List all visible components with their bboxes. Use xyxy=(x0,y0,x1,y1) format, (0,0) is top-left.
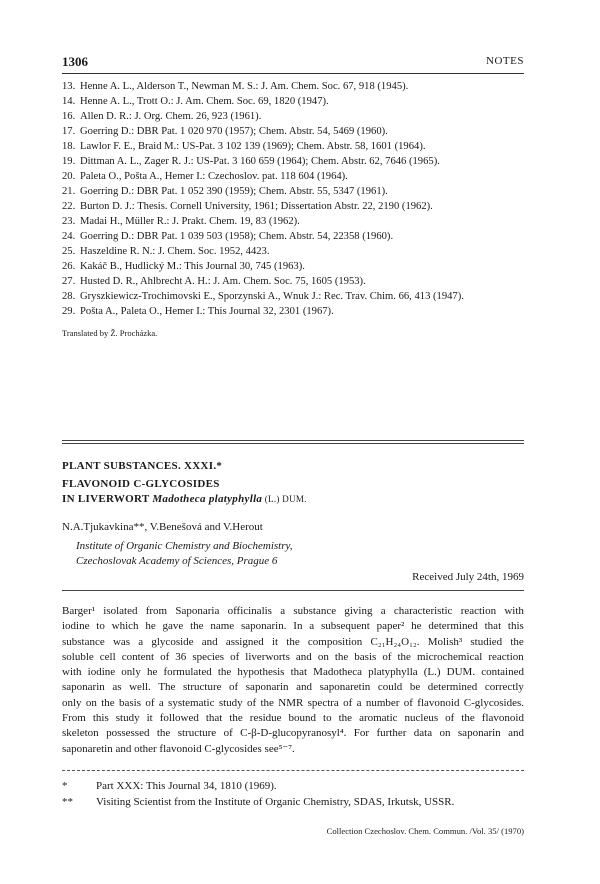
body-line: soluble cell content of 36 species of liverworts and on the basis of the microchemical reaction xyxy=(62,650,524,663)
body-line: saponarin as well. The structure of saponarin and saponaretin could be determined correctly xyxy=(62,681,524,694)
footnote-1 xyxy=(62,780,277,792)
reference-item xyxy=(62,184,524,199)
reference-text: Goerring D.: DBR Pat. 1 020 970 (1957); Chem. Abstr. 54, 5469 (1960). xyxy=(80,126,388,137)
page-number: 1306 xyxy=(62,54,88,69)
footnote-text: Part XXX: This Journal 34, 1810 (1969). xyxy=(96,780,277,792)
reference-item xyxy=(62,244,524,259)
reference-number: 17. xyxy=(62,126,76,137)
section-name: NOTES xyxy=(486,55,524,67)
reference-number: 22. xyxy=(62,201,76,212)
reference-text: Husted D. R., Ahlbrecht A. H.: J. Am. Chem. Soc. 75, 1605 (1953). xyxy=(80,276,366,287)
article-title-line1: FLAVONOID C-GLYCOSIDES xyxy=(62,478,220,490)
reference-number: 13. xyxy=(62,81,76,92)
running-header xyxy=(62,54,524,70)
reference-text: Pošta A., Paleta O., Hemer I.: This Journal 32, 2301 (1967). xyxy=(80,306,334,317)
abstract-rule xyxy=(62,590,524,591)
reference-item xyxy=(62,154,524,169)
body-line: From this study it followed that the residue bound to the aromatic nucleus of the flavonoid xyxy=(62,712,524,725)
article-series-title: PLANT SUBSTANCES. XXXI.* xyxy=(62,460,223,472)
reference-number: 19. xyxy=(62,156,76,167)
reference-item xyxy=(62,274,524,289)
body-line: skeleton possessed the structure of C-β-D-glucopyranosyl⁴. For further data on saponarin and xyxy=(62,727,524,740)
reference-item xyxy=(62,259,524,274)
affiliation-line1: Institute of Organic Chemistry and Biochemistry, xyxy=(76,540,293,552)
reference-item xyxy=(62,304,524,319)
received-date: Received July 24th, 1969 xyxy=(412,571,524,583)
footnote-rule xyxy=(62,770,524,771)
article-title-line2 xyxy=(62,493,307,505)
article-separator-rule-2 xyxy=(62,443,524,444)
reference-number: 14. xyxy=(62,96,76,107)
reference-number: 24. xyxy=(62,231,76,242)
reference-number: 27. xyxy=(62,276,76,287)
reference-text: Goerring D.: DBR Pat. 1 039 503 (1958); Chem. Abstr. 54, 22358 (1960). xyxy=(80,231,394,242)
footnote-text: Visiting Scientist from the Institute of Organic Chemistry, SDAS, Irkutsk, USSR. xyxy=(96,796,455,808)
reference-item xyxy=(62,124,524,139)
footnote-mark: ** xyxy=(62,796,73,808)
reference-list xyxy=(62,79,524,319)
reference-number: 26. xyxy=(62,261,76,272)
body-line: Barger¹ isolated from Saponaria officinalis a substance giving a characteristic reaction with xyxy=(62,605,524,617)
reference-number: 25. xyxy=(62,246,76,257)
reference-item xyxy=(62,109,524,124)
article-body xyxy=(62,604,524,757)
reference-number: 18. xyxy=(62,141,76,152)
body-line: only on the basis of a systematic study of the NMR spectra of a number of flavonoid C-glycosides. xyxy=(62,696,524,709)
species-author: (L.) DUM. xyxy=(262,494,307,504)
journal-footer: Collection Czechoslov. Chem. Commun. /Vol. 35/ (1970) xyxy=(326,826,524,836)
article-authors: N.A.Tjukavkina**, V.Benešová and V.Herout xyxy=(62,521,263,533)
reference-number: 29. xyxy=(62,306,76,317)
reference-item xyxy=(62,94,524,109)
reference-number: 28. xyxy=(62,291,76,302)
reference-item xyxy=(62,214,524,229)
reference-text: Henne A. L., Alderson T., Newman M. S.: J. Am. Chem. Soc. 67, 918 (1945). xyxy=(80,81,409,92)
reference-text: Burton D. J.: Thesis. Cornell University, 1961; Dissertation Abstr. 22, 2190 (1962). xyxy=(80,201,433,212)
reference-text: Kakáč B., Hudlický M.: This Journal 30, 745 (1963). xyxy=(80,261,305,272)
reference-number: 21. xyxy=(62,186,76,197)
reference-text: Paleta O., Pošta A., Hemer I.: Czechoslov. pat. 118 604 (1964). xyxy=(80,171,348,182)
reference-text: Gryszkiewicz-Trochimovski E., Sporzynski A., Wnuk J.: Rec. Trav. Chim. 66, 413 (1947). xyxy=(80,291,464,302)
reference-item xyxy=(62,169,524,184)
reference-text: Goerring D.: DBR Pat. 1 052 390 (1959); Chem. Abstr. 55, 5347 (1961). xyxy=(80,186,388,197)
reference-text: Lawlor F. E., Braid M.: US-Pat. 3 102 139 (1969); Chem. Abstr. 58, 1601 (1964). xyxy=(80,141,426,152)
footnote-mark: * xyxy=(62,780,68,792)
body-line: saponaretin and other flavonoid C-glycosides see⁵⁻⁷. xyxy=(62,742,295,755)
reference-text: Haszeldine R. N.: J. Chem. Soc. 1952, 4423. xyxy=(80,246,270,257)
body-line: iodine to which he gave the name saponarin. In a subsequent paper² he determined that this xyxy=(62,620,524,633)
journal-page xyxy=(62,0,524,884)
species-name: Madotheca platyphylla xyxy=(152,493,263,505)
reference-item xyxy=(62,139,524,154)
reference-number: 16. xyxy=(62,111,76,122)
body-line: with iodine only he formulated the hypothesis that Madotheca platyphylla (L.) DUM. contained xyxy=(62,666,524,679)
header-rule xyxy=(62,73,524,74)
translator-credit: Translated by Ž. Procházka. xyxy=(62,328,158,338)
reference-number: 20. xyxy=(62,171,76,182)
reference-item xyxy=(62,229,524,244)
title-prefix: IN LIVERWORT xyxy=(62,493,153,505)
reference-text: Dittman A. L., Zager R. J.: US-Pat. 3 160 659 (1964); Chem. Abstr. 62, 7646 (1965). xyxy=(80,156,440,167)
affiliation-line2: Czechoslovak Academy of Sciences, Prague 6 xyxy=(76,555,278,567)
reference-item xyxy=(62,289,524,304)
reference-text: Allen D. R.: J. Org. Chem. 26, 923 (1961). xyxy=(80,111,262,122)
reference-number: 23. xyxy=(62,216,76,227)
body-line: substance was a glycoside and assigned it the composition C₂₁H₂₄O₁₂. Molish³ studied the xyxy=(62,635,524,648)
reference-item xyxy=(62,199,524,214)
reference-text: Madai H., Müller R.: J. Prakt. Chem. 19, 83 (1962). xyxy=(80,216,300,227)
article-separator-rule xyxy=(62,440,524,441)
reference-text: Henne A. L., Trott O.: J. Am. Chem. Soc. 69, 1820 (1947). xyxy=(80,96,329,107)
reference-item xyxy=(62,79,524,94)
footnote-2 xyxy=(62,796,454,808)
